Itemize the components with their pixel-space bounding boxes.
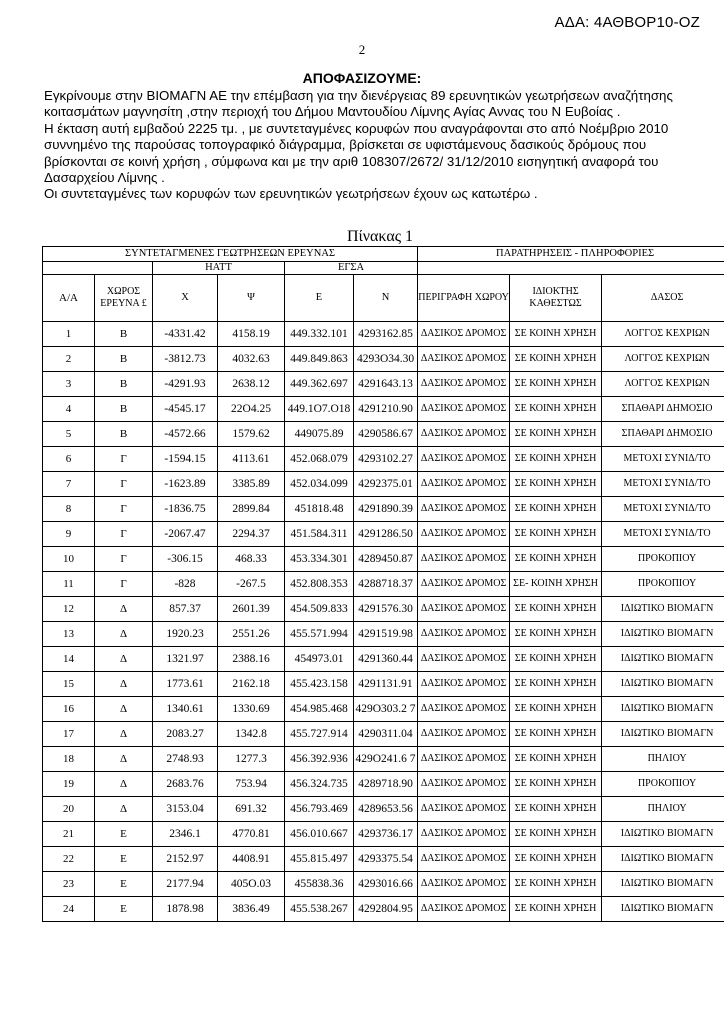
cell-x: 3153.04 — [153, 797, 218, 822]
table-row — [43, 472, 724, 497]
cell-n: 4289450.87 — [354, 547, 418, 572]
cell-idioktis: ΣΕ ΚΟΙΝΗ ΧΡΗΣΗ — [510, 397, 602, 422]
cell-idioktis: ΣΕ ΚΟΙΝΗ ΧΡΗΣΗ — [510, 897, 602, 922]
cell-perigrafi: ΔΑΣΙΚΟΣ ΔΡΟΜΟΣ — [418, 397, 510, 422]
cell-aa: 18 — [43, 747, 95, 772]
cell-psi: 2601.39 — [218, 597, 285, 622]
cell-perigrafi: ΔΑΣΙΚΟΣ ΔΡΟΜΟΣ — [418, 897, 510, 922]
col-dasos-header: ΔΑΣΟΣ — [602, 275, 724, 322]
cell-xoros: Ε — [95, 897, 153, 922]
cell-dasos: ΠΡΟΚΟΠΙΟΥ — [602, 547, 724, 572]
cell-x: -4331.42 — [153, 322, 218, 347]
cell-xoros: Β — [95, 347, 153, 372]
cell-aa: 2 — [43, 347, 95, 372]
cell-dasos: ΙΔΙΩΤΙΚΟ ΒΙΟΜΑΓΝ — [602, 622, 724, 647]
cell-perigrafi: ΔΑΣΙΚΟΣ ΔΡΟΜΟΣ — [418, 672, 510, 697]
cell-x: 2346.1 — [153, 822, 218, 847]
cell-aa: 23 — [43, 872, 95, 897]
cell-perigrafi: ΔΑΣΙΚΟΣ ΔΡΟΜΟΣ — [418, 822, 510, 847]
cell-psi: 1277.3 — [218, 747, 285, 772]
table-row — [43, 647, 724, 672]
cell-x: -4291.93 — [153, 372, 218, 397]
cell-aa: 21 — [43, 822, 95, 847]
table-row — [43, 322, 724, 347]
cell-aa: 19 — [43, 772, 95, 797]
cell-perigrafi: ΔΑΣΙΚΟΣ ΔΡΟΜΟΣ — [418, 747, 510, 772]
cell-perigrafi: ΔΑΣΙΚΟΣ ΔΡΟΜΟΣ — [418, 697, 510, 722]
cell-x: -4572.66 — [153, 422, 218, 447]
cell-e: 449075.89 — [285, 422, 354, 447]
cell-aa: 22 — [43, 847, 95, 872]
cell-xoros: Δ — [95, 697, 153, 722]
cell-x: 2152.97 — [153, 847, 218, 872]
cell-x: 1321.97 — [153, 647, 218, 672]
cell-x: 2683.76 — [153, 772, 218, 797]
cell-dasos: ΜΕΤΟΧΙ ΣΥΝΙΔ/ΤΟ — [602, 497, 724, 522]
cell-x: 1878.98 — [153, 897, 218, 922]
cell-aa: 10 — [43, 547, 95, 572]
table-row — [43, 422, 724, 447]
col-n-header: Ν — [354, 275, 418, 322]
cell-psi: 468.33 — [218, 547, 285, 572]
cell-e: 456.392.936 — [285, 747, 354, 772]
cell-dasos: ΙΔΙΩΤΙΚΟ ΒΙΟΜΑΓΝ — [602, 597, 724, 622]
cell-idioktis: ΣΕ ΚΟΙΝΗ ΧΡΗΣΗ — [510, 547, 602, 572]
cell-xoros: Β — [95, 397, 153, 422]
cell-psi: 1579.62 — [218, 422, 285, 447]
cell-n: 4293162.85 — [354, 322, 418, 347]
cell-n: 4288718.37 — [354, 572, 418, 597]
cell-x: 857.37 — [153, 597, 218, 622]
cell-dasos: ΜΕΤΟΧΙ ΣΥΝΙΔ/ΤΟ — [602, 447, 724, 472]
cell-aa: 5 — [43, 422, 95, 447]
cell-dasos: ΙΔΙΩΤΙΚΟ ΒΙΟΜΑΓΝ — [602, 722, 724, 747]
cell-idioktis: ΣΕ ΚΟΙΝΗ ΧΡΗΣΗ — [510, 672, 602, 697]
cell-idioktis: ΣΕ ΚΟΙΝΗ ΧΡΗΣΗ — [510, 647, 602, 672]
cell-e: 455.423.158 — [285, 672, 354, 697]
cell-n: 4291131.91 — [354, 672, 418, 697]
cell-xoros: Γ — [95, 547, 153, 572]
cell-e: 454973.01 — [285, 647, 354, 672]
cell-idioktis: ΣΕ ΚΟΙΝΗ ΧΡΗΣΗ — [510, 822, 602, 847]
cell-xoros: Ε — [95, 847, 153, 872]
cell-idioktis: ΣΕ ΚΟΙΝΗ ΧΡΗΣΗ — [510, 322, 602, 347]
cell-aa: 1 — [43, 322, 95, 347]
cell-aa: 6 — [43, 447, 95, 472]
cell-dasos: ΛΟΓΓΟΣ ΚΕΧΡΙΩΝ — [602, 322, 724, 347]
cell-n: 4291360.44 — [354, 647, 418, 672]
decision-heading: ΑΠΟΦΑΣΙΖΟΥΜΕ: — [302, 70, 422, 86]
cell-xoros: Δ — [95, 672, 153, 697]
cell-x: 2748.93 — [153, 747, 218, 772]
cell-idioktis: ΣΕ ΚΟΙΝΗ ΧΡΗΣΗ — [510, 847, 602, 872]
cell-n: 429O241.6 7 — [354, 747, 418, 772]
cell-e: 454.985.468 — [285, 697, 354, 722]
cell-idioktis: ΣΕ- ΚΟΙΝΗ ΧΡΗΣΗ — [510, 572, 602, 597]
cell-e: 449.849.863 — [285, 347, 354, 372]
cell-psi: 3385.89 — [218, 472, 285, 497]
cell-xoros: Ε — [95, 872, 153, 897]
cell-psi: 2388.16 — [218, 647, 285, 672]
cell-perigrafi: ΔΑΣΙΚΟΣ ΔΡΟΜΟΣ — [418, 797, 510, 822]
cell-aa: 14 — [43, 647, 95, 672]
table-row — [43, 747, 724, 772]
cell-n: 4293016.66 — [354, 872, 418, 897]
cell-n: 4291519.98 — [354, 622, 418, 647]
cell-e: 449.332.101 — [285, 322, 354, 347]
cell-x: 1773.61 — [153, 672, 218, 697]
cell-xoros: Γ — [95, 572, 153, 597]
cell-x: -2067.47 — [153, 522, 218, 547]
cell-aa: 13 — [43, 622, 95, 647]
table-row — [43, 597, 724, 622]
cell-perigrafi: ΔΑΣΙΚΟΣ ΔΡΟΜΟΣ — [418, 647, 510, 672]
table-system-header — [43, 262, 724, 275]
cell-perigrafi: ΔΑΣΙΚΟΣ ΔΡΟΜΟΣ — [418, 547, 510, 572]
table-row — [43, 847, 724, 872]
cell-n: 4291576.30 — [354, 597, 418, 622]
col-psi-header: Ψ — [218, 275, 285, 322]
col-xoros-header: ΧΩΡΟΣ ΕΡΕΥΝΑ £ — [95, 275, 153, 322]
cell-idioktis: ΣΕ ΚΟΙΝΗ ΧΡΗΣΗ — [510, 472, 602, 497]
col-x-header: Χ — [153, 275, 218, 322]
cell-psi: 22O4.25 — [218, 397, 285, 422]
cell-x: -1836.75 — [153, 497, 218, 522]
cell-n: 4292804.95 — [354, 897, 418, 922]
cell-idioktis: ΣΕ ΚΟΙΝΗ ΧΡΗΣΗ — [510, 497, 602, 522]
cell-psi: 2899.84 — [218, 497, 285, 522]
table-row — [43, 897, 724, 922]
cell-idioktis: ΣΕ ΚΟΙΝΗ ΧΡΗΣΗ — [510, 597, 602, 622]
cell-aa: 11 — [43, 572, 95, 597]
cell-idioktis: ΣΕ ΚΟΙΝΗ ΧΡΗΣΗ — [510, 747, 602, 772]
cell-e: 455.538.267 — [285, 897, 354, 922]
cell-xoros: Β — [95, 322, 153, 347]
cell-n: 4290586.67 — [354, 422, 418, 447]
cell-dasos: ΠΗΛΙΟΥ — [602, 797, 724, 822]
cell-x: -1623.89 — [153, 472, 218, 497]
table-row — [43, 447, 724, 472]
table-row — [43, 797, 724, 822]
cell-psi: 753.94 — [218, 772, 285, 797]
cell-dasos: ΛΟΓΓΟΣ ΚΕΧΡΙΩΝ — [602, 372, 724, 397]
cell-idioktis: ΣΕ ΚΟΙΝΗ ΧΡΗΣΗ — [510, 372, 602, 397]
table-row — [43, 822, 724, 847]
group-remarks-header: ΠΑΡΑΤΗΡΗΣΕΙΣ - ΠΛΗΡΟΦΟΡΙΕΣ — [418, 247, 724, 262]
cell-perigrafi: ΔΑΣΙΚΟΣ ΔΡΟΜΟΣ — [418, 597, 510, 622]
cell-x: -306.15 — [153, 547, 218, 572]
cell-idioktis: ΣΕ ΚΟΙΝΗ ΧΡΗΣΗ — [510, 522, 602, 547]
cell-e: 453.334.301 — [285, 547, 354, 572]
table-group-header — [43, 247, 724, 262]
cell-dasos: ΛΟΓΓΟΣ ΚΕΧΡΙΩΝ — [602, 347, 724, 372]
cell-aa: 15 — [43, 672, 95, 697]
cell-psi: 3836.49 — [218, 897, 285, 922]
table-row — [43, 347, 724, 372]
cell-e: 455838.36 — [285, 872, 354, 897]
table-row — [43, 547, 724, 572]
cell-dasos: ΣΠΑΘΑΡΙ ΔΗΜΟΣΙΟ — [602, 422, 724, 447]
cell-psi: 2638.12 — [218, 372, 285, 397]
table-row — [43, 697, 724, 722]
paragraph-approval: Εγκρίνουμε στην ΒΙΟΜΑΓΝ ΑΕ την επέμβαση για την διενέργειας 89 ερευνητικών γεωτρήσεων αναζήτησης κοιτασμάτων μαγνησίτη ,στην περιοχή του Δήμου Μαντουδίου Λίμνης Αγίας Αννας του Ν Ευβοίας . — [44, 88, 673, 120]
table-row — [43, 372, 724, 397]
cell-perigrafi: ΔΑΣΙΚΟΣ ΔΡΟΜΟΣ — [418, 847, 510, 872]
cell-x: 2177.94 — [153, 872, 218, 897]
cell-psi: 1330.69 — [218, 697, 285, 722]
cell-xoros: Ε — [95, 822, 153, 847]
table-row — [43, 722, 724, 747]
cell-e: 456.793.469 — [285, 797, 354, 822]
cell-xoros: Β — [95, 422, 153, 447]
col-aa-header: Α/Α — [43, 275, 95, 322]
cell-aa: 16 — [43, 697, 95, 722]
table-row — [43, 672, 724, 697]
cell-aa: 17 — [43, 722, 95, 747]
cell-e: 452.808.353 — [285, 572, 354, 597]
cell-perigrafi: ΔΑΣΙΚΟΣ ΔΡΟΜΟΣ — [418, 472, 510, 497]
cell-psi: 405O.03 — [218, 872, 285, 897]
cell-n: 4291643.13 — [354, 372, 418, 397]
cell-aa: 3 — [43, 372, 95, 397]
col-e-header: Ε — [285, 275, 354, 322]
cell-dasos: ΙΔΙΩΤΙΚΟ ΒΙΟΜΑΓΝ — [602, 872, 724, 897]
page-number: 2 — [358, 42, 366, 57]
table-row — [43, 572, 724, 597]
cell-n: 4289653.56 — [354, 797, 418, 822]
cell-dasos: ΠΡΟΚΟΠΙΟΥ — [602, 772, 724, 797]
egsa-header: ΕΓΣΑ — [285, 262, 418, 275]
cell-aa: 8 — [43, 497, 95, 522]
cell-n: 4292375.01 — [354, 472, 418, 497]
cell-dasos: ΙΔΙΩΤΙΚΟ ΒΙΟΜΑΓΝ — [602, 697, 724, 722]
table-row — [43, 622, 724, 647]
cell-xoros: Δ — [95, 722, 153, 747]
cell-perigrafi: ΔΑΣΙΚΟΣ ΔΡΟΜΟΣ — [418, 422, 510, 447]
cell-e: 449.1O7.O18 — [285, 397, 354, 422]
col-idioktis-header: ΙΔΙΟΚΤΗΣ ΚΑΘΕΣΤΩΣ — [510, 275, 602, 322]
cell-idioktis: ΣΕ ΚΟΙΝΗ ΧΡΗΣΗ — [510, 622, 602, 647]
cell-x: -1594.15 — [153, 447, 218, 472]
cell-psi: 691.32 — [218, 797, 285, 822]
cell-xoros: Γ — [95, 522, 153, 547]
table-row — [43, 522, 724, 547]
cell-dasos: ΣΠΑΘΑΡΙ ΔΗΜΟΣΙΟ — [602, 397, 724, 422]
table-row — [43, 397, 724, 422]
cell-psi: 1342.8 — [218, 722, 285, 747]
cell-perigrafi: ΔΑΣΙΚΟΣ ΔΡΟΜΟΣ — [418, 372, 510, 397]
table-caption: Πίνακας 1 — [346, 228, 414, 245]
cell-x: 2083.27 — [153, 722, 218, 747]
paragraph-area: Η έκταση αυτή εμβαδού 2225 τμ. , με συντεταγμένες κορυφών που αναγράφονται στο από Νοέμβριο 2010 συννημένο της παρούσας τοπογραφικό διάγραμμα, βρίσκεται σε υφιστάμενους δασικούς δρόμους που βρίσκονται σε κοινή χρήση , σύμφωνα και με την αριθ 108307/2672/ 31/12/2010 εισηγητική αναφορά του Δασαρχείου Λίμνης . — [44, 120, 669, 186]
cell-n: 4291286.50 — [354, 522, 418, 547]
cell-aa: 7 — [43, 472, 95, 497]
cell-perigrafi: ΔΑΣΙΚΟΣ ΔΡΟΜΟΣ — [418, 497, 510, 522]
cell-aa: 4 — [43, 397, 95, 422]
paragraph-coordinates: Οι συντεταγμένες των κορυφών των ερευνητικών γεωτρήσεων έχουν ως κατωτέρω . — [44, 186, 538, 202]
cell-aa: 24 — [43, 897, 95, 922]
cell-n: 4291210.90 — [354, 397, 418, 422]
cell-idioktis: ΣΕ ΚΟΙΝΗ ΧΡΗΣΗ — [510, 872, 602, 897]
cell-aa: 20 — [43, 797, 95, 822]
cell-idioktis: ΣΕ ΚΟΙΝΗ ΧΡΗΣΗ — [510, 797, 602, 822]
remarks-blank-cell — [418, 262, 724, 275]
cell-xoros: Δ — [95, 797, 153, 822]
cell-xoros: Δ — [95, 747, 153, 772]
cell-psi: 4032.63 — [218, 347, 285, 372]
cell-perigrafi: ΔΑΣΙΚΟΣ ΔΡΟΜΟΣ — [418, 772, 510, 797]
cell-dasos: ΙΔΙΩΤΙΚΟ ΒΙΟΜΑΓΝ — [602, 672, 724, 697]
table-column-header — [43, 275, 724, 322]
cell-perigrafi: ΔΑΣΙΚΟΣ ΔΡΟΜΟΣ — [418, 347, 510, 372]
hatt-header: ΗΑΤΤ — [153, 262, 285, 275]
cell-idioktis: ΣΕ ΚΟΙΝΗ ΧΡΗΣΗ — [510, 722, 602, 747]
table-row — [43, 772, 724, 797]
cell-n: 4293375.54 — [354, 847, 418, 872]
cell-xoros: Δ — [95, 647, 153, 672]
cell-dasos: ΙΔΙΩΤΙΚΟ ΒΙΟΜΑΓΝ — [602, 647, 724, 672]
cell-e: 451818.48 — [285, 497, 354, 522]
cell-dasos: ΠΗΛΙΟΥ — [602, 747, 724, 772]
cell-e: 456.324.735 — [285, 772, 354, 797]
cell-n: 4290311.04 — [354, 722, 418, 747]
cell-e: 455.571.994 — [285, 622, 354, 647]
col-perigrafi-header: ΠΕΡΙΓΡΑΦΗ ΧΩΡΟΥ — [418, 275, 510, 322]
cell-psi: 2294.37 — [218, 522, 285, 547]
cell-e: 454.509.833 — [285, 597, 354, 622]
cell-n: 4293O34.30 — [354, 347, 418, 372]
cell-xoros: Δ — [95, 772, 153, 797]
cell-psi: 2162.18 — [218, 672, 285, 697]
decision-text — [44, 88, 694, 203]
cell-dasos: ΠΡΟΚΟΠΙΟΥ — [602, 572, 724, 597]
cell-idioktis: ΣΕ ΚΟΙΝΗ ΧΡΗΣΗ — [510, 422, 602, 447]
cell-idioktis: ΣΕ ΚΟΙΝΗ ΧΡΗΣΗ — [510, 447, 602, 472]
cell-dasos: ΙΔΙΩΤΙΚΟ ΒΙΟΜΑΓΝ — [602, 897, 724, 922]
cell-e: 451.584.311 — [285, 522, 354, 547]
cell-e: 449.362.697 — [285, 372, 354, 397]
cell-x: -3812.73 — [153, 347, 218, 372]
cell-n: 4289718.90 — [354, 772, 418, 797]
cell-n: 4293736.17 — [354, 822, 418, 847]
cell-perigrafi: ΔΑΣΙΚΟΣ ΔΡΟΜΟΣ — [418, 622, 510, 647]
cell-perigrafi: ΔΑΣΙΚΟΣ ΔΡΟΜΟΣ — [418, 872, 510, 897]
table-row — [43, 872, 724, 897]
cell-aa: 9 — [43, 522, 95, 547]
cell-e: 455.815.497 — [285, 847, 354, 872]
cell-dasos: ΜΕΤΟΧΙ ΣΥΝΙΔ/ΤΟ — [602, 472, 724, 497]
cell-xoros: Γ — [95, 497, 153, 522]
cell-x: -4545.17 — [153, 397, 218, 422]
cell-perigrafi: ΔΑΣΙΚΟΣ ΔΡΟΜΟΣ — [418, 572, 510, 597]
cell-idioktis: ΣΕ ΚΟΙΝΗ ΧΡΗΣΗ — [510, 772, 602, 797]
cell-psi: 4770.81 — [218, 822, 285, 847]
cell-n: 429O303.2 7 — [354, 697, 418, 722]
cell-psi: 4408.91 — [218, 847, 285, 872]
cell-e: 455.727.914 — [285, 722, 354, 747]
cell-psi: 4113.61 — [218, 447, 285, 472]
cell-xoros: Γ — [95, 447, 153, 472]
cell-n: 4293102.27 — [354, 447, 418, 472]
cell-e: 452.068.079 — [285, 447, 354, 472]
cell-idioktis: ΣΕ ΚΟΙΝΗ ΧΡΗΣΗ — [510, 697, 602, 722]
cell-n: 4291890.39 — [354, 497, 418, 522]
cell-perigrafi: ΔΑΣΙΚΟΣ ΔΡΟΜΟΣ — [418, 322, 510, 347]
cell-dasos: ΜΕΤΟΧΙ ΣΥΝΙΔ/ΤΟ — [602, 522, 724, 547]
ada-code: ΑΔΑ: 4ΑΘΒΟΡ10-ΟΖ — [554, 14, 700, 31]
cell-x: 1920.23 — [153, 622, 218, 647]
cell-perigrafi: ΔΑΣΙΚΟΣ ΔΡΟΜΟΣ — [418, 722, 510, 747]
cell-psi: -267.5 — [218, 572, 285, 597]
cell-xoros: Δ — [95, 622, 153, 647]
cell-x: -828 — [153, 572, 218, 597]
cell-perigrafi: ΔΑΣΙΚΟΣ ΔΡΟΜΟΣ — [418, 447, 510, 472]
cell-x: 1340.61 — [153, 697, 218, 722]
table-row — [43, 497, 724, 522]
cell-aa: 12 — [43, 597, 95, 622]
cell-e: 456.010.667 — [285, 822, 354, 847]
system-blank-cell — [43, 262, 153, 275]
cell-dasos: ΙΔΙΩΤΙΚΟ ΒΙΟΜΑΓΝ — [602, 847, 724, 872]
cell-xoros: Δ — [95, 597, 153, 622]
cell-psi: 2551.26 — [218, 622, 285, 647]
coordinates-table — [42, 246, 724, 922]
cell-perigrafi: ΔΑΣΙΚΟΣ ΔΡΟΜΟΣ — [418, 522, 510, 547]
cell-dasos: ΙΔΙΩΤΙΚΟ ΒΙΟΜΑΓΝ — [602, 822, 724, 847]
cell-xoros: Β — [95, 372, 153, 397]
cell-xoros: Γ — [95, 472, 153, 497]
cell-e: 452.034.099 — [285, 472, 354, 497]
cell-psi: 4158.19 — [218, 322, 285, 347]
group-coordinates-header: ΣΥΝΤΕΤΑΓΜΕΝΕΣ ΓΕΩΤΡΗΣΕΩΝ ΕΡΕΥΝΑΣ — [43, 247, 418, 262]
cell-idioktis: ΣΕ ΚΟΙΝΗ ΧΡΗΣΗ — [510, 347, 602, 372]
